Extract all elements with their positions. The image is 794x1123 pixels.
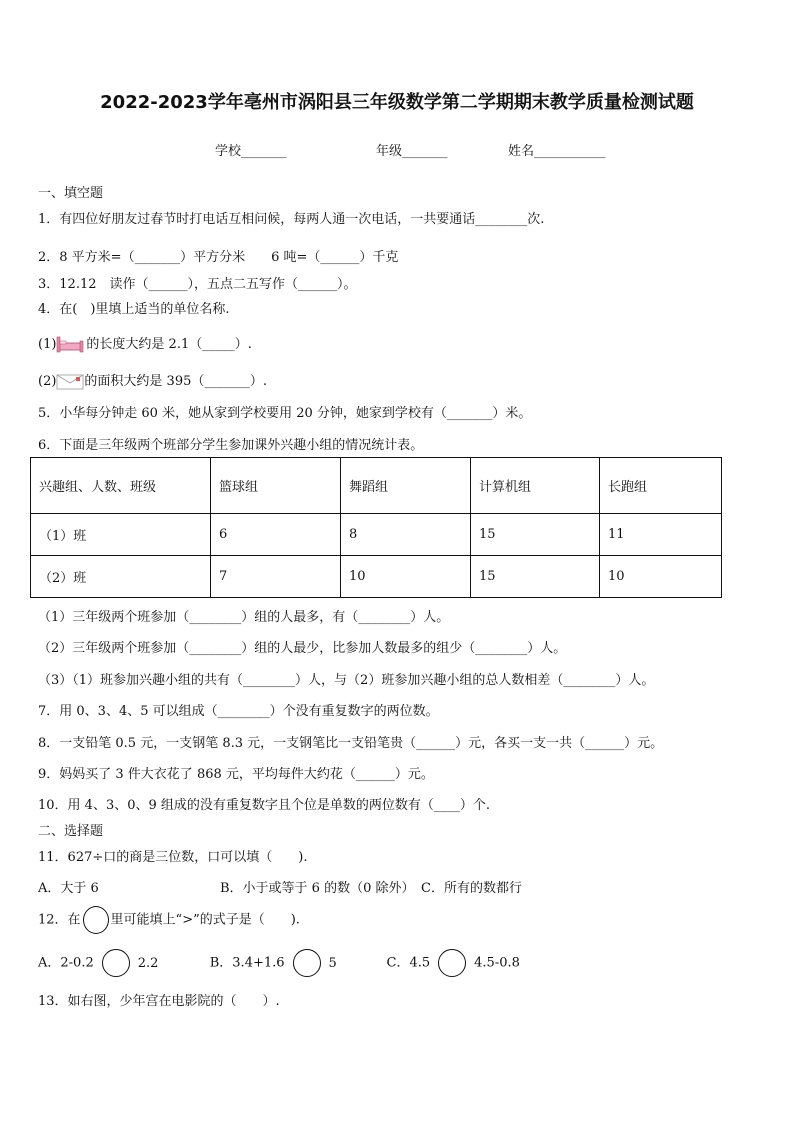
question-6-3: （3）（1）班参加兴趣小组的共有（________）人，与（2）班参加兴趣小组的总人数相差（________）人。	[38, 673, 655, 688]
option-a-right: 2.2	[137, 955, 159, 971]
table-header-row	[31, 458, 722, 514]
option-b: B．小于或等于 6 的数（0 除外）	[220, 881, 408, 896]
question-6: 6．下面是三年级两个班部分学生参加课外兴趣小组的情况统计表。	[38, 438, 424, 453]
question-10: 10．用 4、3、0、9 组成的没有重复数字且个位是单数的两位数有（____）个.	[38, 798, 491, 813]
circle-blank	[83, 906, 109, 934]
circle-blank	[293, 949, 321, 977]
option-c-right: 4.5-0.8	[474, 955, 520, 971]
school-field: 学校_______	[215, 144, 287, 159]
question-11: 11．627÷口的商是三位数，口可以填（ ).	[38, 850, 308, 865]
option-c-left: C．4.5	[386, 955, 431, 971]
table-row	[31, 556, 722, 598]
option-b-right: 5	[328, 955, 337, 971]
question-13: 13．如右图，少年宫在电影院的（ ）.	[38, 994, 280, 1009]
bed-icon	[56, 335, 86, 355]
question-6-2: （2）三年级两个班参加（________）组的人最少，比参加人数最多的组少（________）人。	[38, 641, 567, 656]
table-header-cell: 计算机组	[471, 458, 600, 514]
question-6-1: （1）三年级两个班参加（________）组的人最多，有（________）人。	[38, 610, 450, 625]
option-a: A．大于 6	[38, 881, 99, 896]
envelope-icon	[56, 374, 84, 390]
question-4: 4．在( )里填上适当的单位名称.	[38, 302, 230, 317]
question-11-options	[38, 877, 522, 896]
question-1: 1．有四位好朋友过春节时打电话互相问候，每两人通一次电话，一共要通话________次.	[38, 212, 545, 227]
option-a-left: A．2-0.2	[38, 955, 94, 971]
q4-1-prefix: (1)	[38, 337, 57, 352]
page-title: 2022-2023学年亳州市涡阳县三年级数学第二学期期末教学质量检测试题	[100, 92, 694, 113]
question-3: 3．12.12 读作（______），五点二五写作（______）。	[38, 277, 357, 292]
question-4-1	[38, 333, 252, 355]
section-fill-in: 一、填空题	[38, 186, 104, 201]
question-5: 5．小华每分钟走 60 米，她从家到学校要用 20 分钟，她家到学校有（_______）米。	[38, 406, 532, 421]
table-cell: 8	[341, 514, 471, 556]
circle-blank	[102, 949, 130, 977]
table-cell: 10	[600, 556, 722, 598]
question-9: 9．妈妈买了 3 件大衣花了 868 元，平均每件大约花（______）元。	[38, 767, 434, 782]
table-cell: 11	[600, 514, 722, 556]
name-field: 姓名___________	[508, 144, 606, 159]
table-header-cell: 长跑组	[600, 458, 722, 514]
table-row	[31, 514, 722, 556]
q12-text: 里可能填上“>”的式子是（ ).	[110, 912, 300, 928]
q4-2-text: 的面积大约是 395（_______）.	[84, 374, 267, 389]
q4-1-text: 的长度大约是 2.1（_____）.	[86, 337, 252, 352]
question-12	[38, 906, 300, 934]
option-c: C．所有的数都行	[421, 881, 522, 896]
table-cell: 7	[211, 556, 341, 598]
table-cell: 10	[341, 556, 471, 598]
section-choice: 二、选择题	[38, 824, 104, 839]
question-7: 7．用 0、3、4、5 可以组成（________）个没有重复数字的两位数。	[38, 704, 439, 719]
option-b-left: B．3.4+1.6	[209, 955, 285, 971]
circle-blank	[438, 949, 466, 977]
q4-2-prefix: (2)	[38, 374, 57, 389]
question-4-2	[38, 370, 267, 390]
table-header-cell: 篮球组	[211, 458, 341, 514]
table-header-cell: 舞蹈组	[341, 458, 471, 514]
table-cell: 6	[211, 514, 341, 556]
question-2: 2．8 平方米=（_______）平方分米 6 吨=（______）千克	[38, 250, 399, 265]
interest-group-table	[30, 457, 722, 598]
table-header-cell: 兴趣组、人数、班级	[31, 458, 211, 514]
q12-prefix: 12．在	[38, 912, 81, 928]
table-cell: 15	[471, 514, 600, 556]
question-12-options	[38, 949, 520, 977]
table-cell: 15	[471, 556, 600, 598]
grade-field: 年级_______	[376, 144, 448, 159]
question-8: 8．一支铅笔 0.5 元，一支钢笔 8.3 元，一支钢笔比一支铅笔贵（______）元，各买一支一共（______）元。	[38, 736, 664, 751]
table-cell: （2）班	[31, 556, 211, 598]
table-cell: （1）班	[31, 514, 211, 556]
